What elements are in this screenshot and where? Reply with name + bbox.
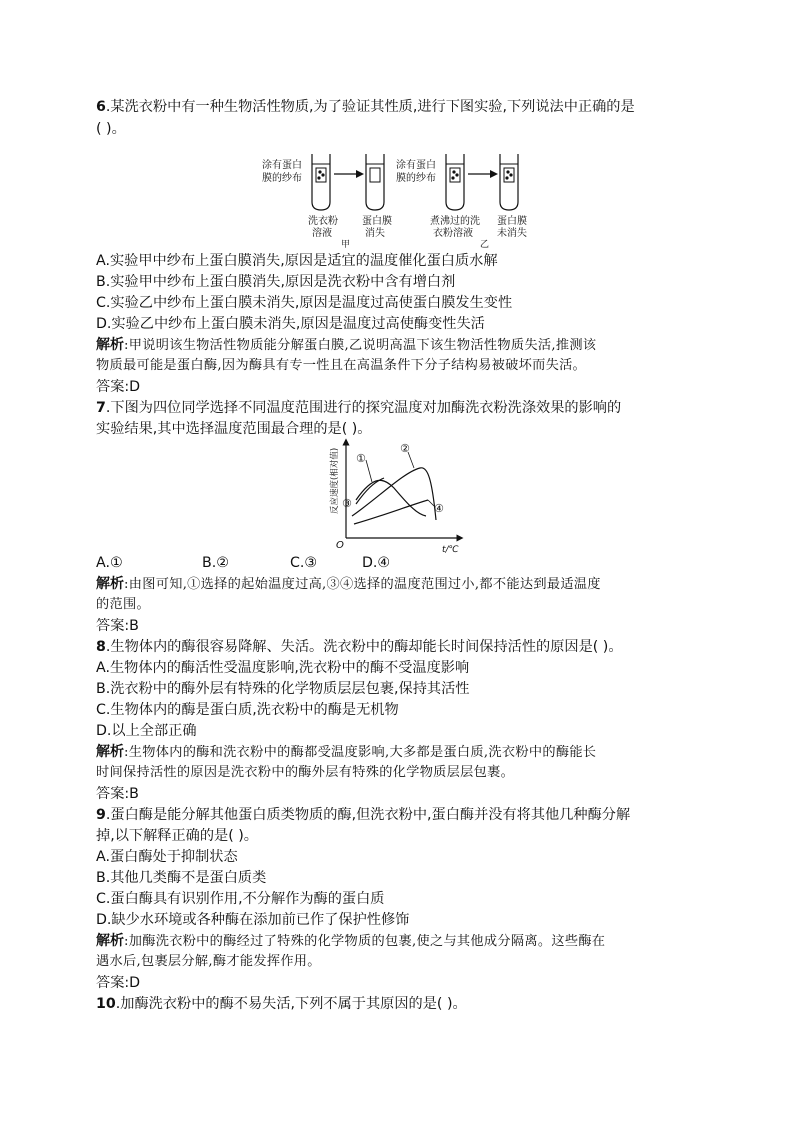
- question-number: 10: [96, 996, 116, 1012]
- tube-2-label-line1: 蛋白膜: [362, 216, 392, 227]
- test-tube-3: [446, 154, 464, 210]
- tube-3-label-line2: 衣粉溶液: [433, 228, 473, 239]
- question-7-stem-line1: 7.下图为四位同学选择不同温度范围进行的探究温度对加酶洗衣粉洗涤效果的影响的: [96, 400, 622, 416]
- question-8-analysis-line1: 解析:生物体内的酶和洗衣粉中的酶都受温度影响,大多都是蛋白质,洗衣粉中的酶能长: [96, 744, 597, 760]
- question-6-analysis-line1: 解析:甲说明该生物活性物质能分解蛋白膜,乙说明高温下该生物活性物质失活,推测该: [96, 337, 597, 353]
- question-6-option-c: C.实验乙中纱布上蛋白膜未消失,原因是温度过高使蛋白膜发生变性: [96, 295, 513, 311]
- cloth-label-1-line2: 膜的纱布: [262, 173, 302, 184]
- question-8-option-c: C.生物体内的酶是蛋白质,洗衣粉中的酶是无机物: [96, 702, 399, 718]
- question-9-analysis-line1: 解析:加酶洗衣粉中的酶经过了特殊的化学物质的包裹,使之与其他成分隔离。这些酶在: [96, 933, 606, 949]
- question-7-option-a: A.①: [96, 555, 123, 571]
- curve-label-3: ③: [342, 497, 352, 510]
- question-10-stem-line1: 10.加酶洗衣粉中的酶不易失活,下列不属于其原因的是( )。: [96, 996, 467, 1012]
- question-number: 8: [96, 639, 106, 655]
- origin-label: O: [336, 540, 344, 551]
- question-6-stem-line2: ( )。: [96, 121, 126, 137]
- group-label-a: 甲: [341, 240, 351, 250]
- question-9-option-c: C.蛋白酶具有识别作用,不分解作为酶的蛋白质: [96, 891, 385, 907]
- y-axis-label: 反应速度(相对值): [330, 447, 340, 514]
- test-tube-2: [366, 154, 384, 210]
- question-8-answer: 答案:B: [96, 786, 139, 802]
- question-8-option-d: D.以上全部正确: [96, 723, 197, 739]
- question-9-stem-line1: 9.蛋白酶是能分解其他蛋白质类物质的酶,但洗衣粉中,蛋白酶并没有将其他几种酶分解: [96, 807, 631, 823]
- question-6-option-b: B.实验甲中纱布上蛋白膜消失,原因是洗衣粉中含有增白剂: [96, 274, 456, 290]
- curve-label-1: ①: [356, 452, 366, 465]
- question-6-option-a: A.实验甲中纱布上蛋白膜消失,原因是适宜的温度催化蛋白质水解: [96, 253, 498, 269]
- question-8-stem-line1: 8.生物体内的酶很容易降解、失活。洗衣粉中的酶却能长时间保持活性的原因是( )。: [96, 639, 623, 655]
- cloth-label-1-line1: 涂有蛋白: [262, 160, 302, 171]
- curve-label-4: ④: [434, 502, 444, 515]
- arrow-right-icon: [334, 170, 364, 178]
- question-8-option-a: A.生物体内的酶活性受温度影响,洗衣粉中的酶不受温度影响: [96, 660, 470, 676]
- test-tube-1: [312, 154, 330, 210]
- tube-1-label-line1: 洗衣粉: [308, 216, 338, 227]
- curve-label-2: ②: [400, 442, 410, 455]
- tube-3-label-line1: 煮沸过的洗: [430, 216, 480, 227]
- question-7-option-b: B.②: [202, 555, 229, 571]
- tube-4-label-line1: 蛋白膜: [497, 216, 527, 227]
- cloth-label-2-line2: 膜的纱布: [396, 173, 436, 184]
- question-9-answer: 答案:D: [96, 975, 141, 991]
- question-7-analysis-line1: 解析:由图可知,①选择的起始温度过高,③④选择的温度范围过小,都不能达到最适温度: [96, 576, 601, 592]
- curve-3: [356, 478, 384, 504]
- tube-2-label-line2: 消失: [365, 228, 385, 239]
- question-7-answer: 答案:B: [96, 618, 139, 634]
- question-9-option-d: D.缺少水环境或各种酶在添加前已作了保护性修饰: [96, 912, 410, 928]
- question-number: 9: [96, 807, 106, 823]
- test-tube-experiment-figure: [258, 146, 558, 250]
- question-9-analysis-line2: 遇水后,包裹层分解,酶才能发挥作用。: [96, 954, 321, 969]
- question-7-option-d: D.④: [362, 555, 391, 571]
- arrow-right-icon: [468, 170, 498, 178]
- question-6-stem-line1: 6.某洗衣粉中有一种生物活性物质,为了验证其性质,进行下图实验,下列说法中正确的是: [96, 99, 635, 115]
- question-6-answer: 答案:D: [96, 379, 141, 395]
- question-number: 6: [96, 99, 106, 115]
- reaction-rate-graph: [322, 436, 472, 554]
- question-7-stem-line2: 实验结果,其中选择温度范围最合理的是( )。: [96, 421, 372, 437]
- question-7-analysis-line2: 的范围。: [96, 597, 150, 612]
- tube-1-label-line2: 溶液: [312, 228, 332, 239]
- test-tube-4: [500, 154, 518, 210]
- question-7-option-c: C.③: [290, 555, 318, 571]
- group-label-b: 乙: [480, 240, 490, 250]
- x-axis-label: t/℃: [442, 545, 459, 554]
- cloth-label-2-line1: 涂有蛋白: [396, 160, 436, 171]
- question-9-option-a: A.蛋白酶处于抑制状态: [96, 849, 238, 865]
- question-8-option-b: B.洗衣粉中的酶外层有特殊的化学物质层层包裹,保持其活性: [96, 681, 470, 697]
- question-6-option-d: D.实验乙中纱布上蛋白膜未消失,原因是温度过高使酶变性失活: [96, 316, 485, 332]
- question-9-option-b: B.其他几类酶不是蛋白质类: [96, 870, 267, 886]
- tube-4-label-line2: 未消失: [497, 228, 527, 239]
- question-9-stem-line2: 掉,以下解释正确的是( )。: [96, 828, 258, 844]
- question-8-analysis-line2: 时间保持活性的原因是洗衣粉中的酶外层有特殊的化学物质层层包裹。: [96, 765, 515, 780]
- question-number: 7: [96, 400, 106, 416]
- question-6-analysis-line2: 物质最可能是蛋白酶,因为酶具有专一性且在高温条件下分子结构易被破坏而失活。: [96, 358, 587, 373]
